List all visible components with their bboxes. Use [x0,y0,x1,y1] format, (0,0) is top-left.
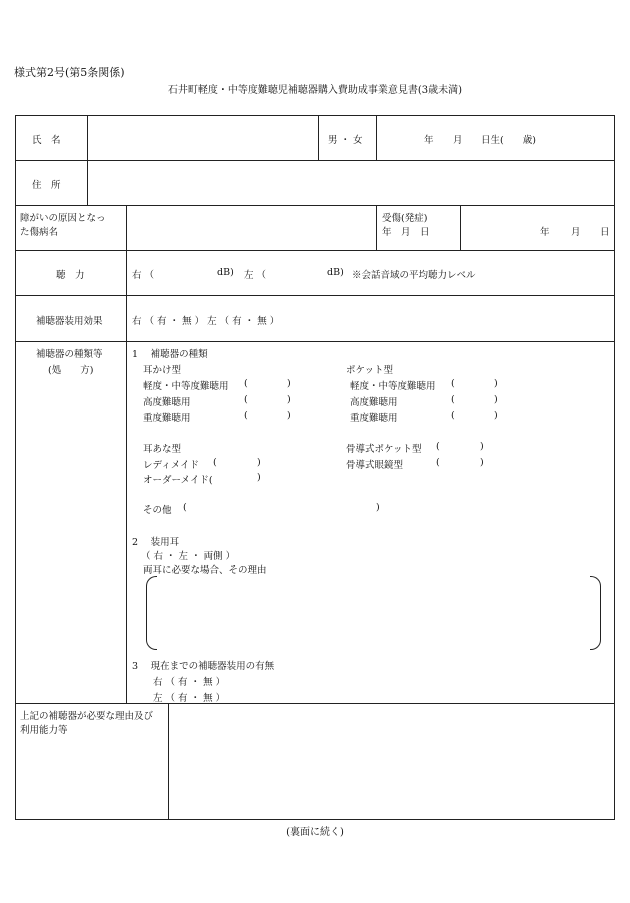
column-divider [87,115,88,205]
reason-bracket-right [590,576,601,650]
ear-hook-item: 重度難聴用 [143,413,191,424]
birth-month-unit: 月 [453,135,463,146]
birth-day-age-unit: 日生( 歳) [481,135,536,146]
gender-options[interactable]: 男 ・ 女 [328,135,363,146]
paren-open: ( [244,394,248,405]
row-divider [15,341,615,342]
reason-field[interactable] [158,578,586,646]
prescription-label: (処 方) [48,365,94,376]
birth-year-unit: 年 [424,135,434,146]
ear-hook-item: 高度難聴用 [143,397,191,408]
types-label: 補聴器の種類等 [36,349,103,360]
column-divider [318,115,319,160]
hearing-note: ※会話音域の平均聴力レベル [352,270,476,281]
disease-name-field[interactable] [129,208,373,248]
both-ears-reason-label: 両耳に必要な場合、その理由 [143,565,267,576]
section1-heading: 1 補聴器の種類 [132,349,208,360]
paren-open: ( [436,457,440,468]
cause-label-line2: た傷病名 [20,227,59,238]
paren-close: ) [257,472,261,483]
onset-year-unit: 年 [540,227,550,238]
onset-day-unit: 日 [600,227,610,238]
reason-label-line1: 上記の補聴器が必要な理由及び [20,711,154,722]
column-divider [376,115,377,160]
onset-month-unit: 月 [571,227,581,238]
paren-close: ) [287,394,291,405]
pocket-item: 重度難聴用 [350,413,398,424]
reason-label-line2: 利用能力等 [20,725,68,736]
order-made-item: オーダーメイド( [143,475,213,486]
effect-options[interactable]: 右 （ 有 ・ 無 ） 左 （ 有 ・ 無 ） [132,316,280,327]
column-divider [168,703,169,820]
row-divider [15,295,615,296]
name-field[interactable] [90,119,316,158]
injury-onset-label: 受傷(発症) [382,213,428,224]
column-divider [126,205,127,703]
row-divider [15,703,615,704]
paren-close: ) [287,378,291,389]
cause-label-line1: 障がいの原因となっ [20,213,106,224]
paren-close: ) [494,378,498,389]
section3-heading: 3 現在までの補聴器装用の有無 [132,661,275,672]
column-divider [460,205,461,250]
prior-use-right[interactable]: 右 （ 有 ・ 無 ） [153,677,226,688]
pocket-heading: ポケット型 [346,365,394,376]
paren-open: ( [244,378,248,389]
ear-canal-heading: 耳あな型 [143,444,182,455]
other-item: その他 [143,505,172,516]
hearing-left-label: 左 （ [244,270,267,281]
row-divider [15,205,615,206]
effect-label: 補聴器装用効果 [36,316,103,327]
prior-use-left[interactable]: 左 （ 有 ・ 無 ） [153,693,226,704]
paren-open: ( [183,502,187,513]
paren-open: ( [244,410,248,421]
hearing-right-label: 右 （ [132,270,155,281]
hearing-label: 聴 力 [56,270,85,281]
paren-close: ) [494,394,498,405]
name-label: 氏 名 [32,135,61,146]
paren-open: ( [213,457,217,468]
paren-close: ) [376,502,380,513]
ear-hook-heading: 耳かけ型 [143,365,182,376]
paren-open: ( [451,378,455,389]
reason-bracket-left [146,576,157,650]
pocket-item: 軽度・中等度難聴用 [350,381,436,392]
injury-date-label: 年 月 日 [382,227,430,238]
paren-close: ) [480,441,484,452]
row-divider [15,160,615,161]
ear-hook-item: 軽度・中等度難聴用 [143,381,229,392]
document-title: 石井町軽度・中等度難聴児補聴器購入費助成事業意見書(3歳未満) [167,85,463,96]
section2-heading: 2 装用耳 [132,537,180,548]
bone-pocket-item: 骨導式ポケット型 [346,444,422,455]
pocket-item: 高度難聴用 [350,397,398,408]
paren-close: ) [287,410,291,421]
paren-open: ( [436,441,440,452]
row-divider [15,250,615,251]
paren-close: ) [480,457,484,468]
paren-close: ) [257,457,261,468]
ready-made-item: レディメイド [143,460,200,471]
reason-ability-field[interactable] [172,707,612,817]
wearing-ear-options[interactable]: （ 右 ・ 左 ・ 両側 ） [141,551,236,562]
address-label: 住 所 [32,180,61,191]
form-number: 様式第2号(第5条関係) [14,66,125,79]
paren-open: ( [451,394,455,405]
hearing-right-db: dB) [217,267,234,278]
address-field[interactable] [90,163,612,203]
paren-close: ) [494,410,498,421]
continued-note: (裏面に続く) [286,827,344,838]
hearing-left-db: dB) [327,267,344,278]
paren-open: ( [451,410,455,421]
column-divider [376,205,377,250]
bone-glasses-item: 骨導式眼鏡型 [346,460,404,471]
